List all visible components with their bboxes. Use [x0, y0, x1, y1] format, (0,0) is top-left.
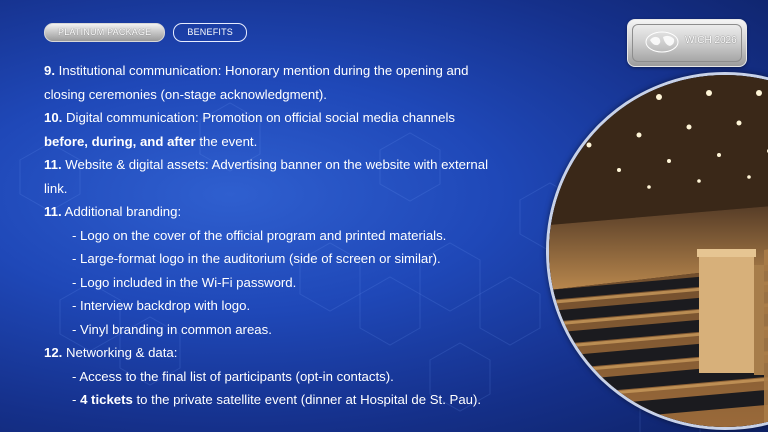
list-item [44, 106, 554, 130]
sub-item: - Large-format logo in the auditorium (side of screen or similar). [72, 251, 441, 266]
world-map-icon [644, 30, 680, 54]
sub-item: - Interview backdrop with logo. [72, 298, 251, 313]
item-text: closing ceremonies (on-stage acknowledgment). [44, 86, 327, 102]
list-item [44, 59, 554, 83]
sub-item: - Access to the final list of participants (opt-in contacts). [72, 368, 394, 384]
item-prefix: - [72, 392, 81, 407]
item-text: Networking & data: [62, 345, 178, 360]
tab-bar [44, 23, 247, 42]
list-item [44, 153, 554, 177]
item-number: 9. [44, 63, 55, 78]
list-item [44, 200, 554, 224]
tab-platinum-package[interactable]: PLATINUM PACKAGE [44, 23, 165, 42]
item-text: link. [44, 180, 68, 196]
item-number: 11. [44, 157, 62, 172]
benefits-list [44, 59, 554, 412]
auditorium-photo [546, 72, 768, 430]
item-text: Additional branding: [61, 204, 182, 219]
sub-item: - Logo on the cover of the official program and printed materials. [72, 227, 447, 243]
list-item [44, 177, 554, 201]
badge-label: WICH 2026 [685, 35, 737, 46]
sub-item: - Vinyl branding in common areas. [72, 321, 272, 337]
sub-item [44, 388, 554, 412]
item-bold-text: 4 tickets [80, 392, 133, 407]
item-text: the event. [195, 133, 258, 149]
item-text: to the private satellite event (dinner at Hospital de St. Pau). [132, 392, 482, 407]
item-text: Institutional communication: Honorary mention during the opening and [55, 63, 469, 78]
item-number: 12. [44, 345, 63, 360]
item-text: Website & digital assets: Advertising banner on the website with external [61, 157, 488, 172]
item-text: Digital communication: Promotion on official social media channels [62, 110, 455, 125]
tab-benefits[interactable]: BENEFITS [173, 23, 247, 42]
auditorium-illustration [549, 75, 768, 427]
item-number: 10. [44, 110, 63, 125]
list-item [44, 83, 554, 107]
list-item [44, 130, 554, 154]
item-bold-text: before, during, and after [44, 133, 196, 149]
list-item [44, 341, 554, 365]
event-badge [627, 19, 747, 67]
sub-item: - Logo included in the Wi-Fi password. [72, 274, 297, 290]
item-number: 11. [44, 204, 62, 219]
